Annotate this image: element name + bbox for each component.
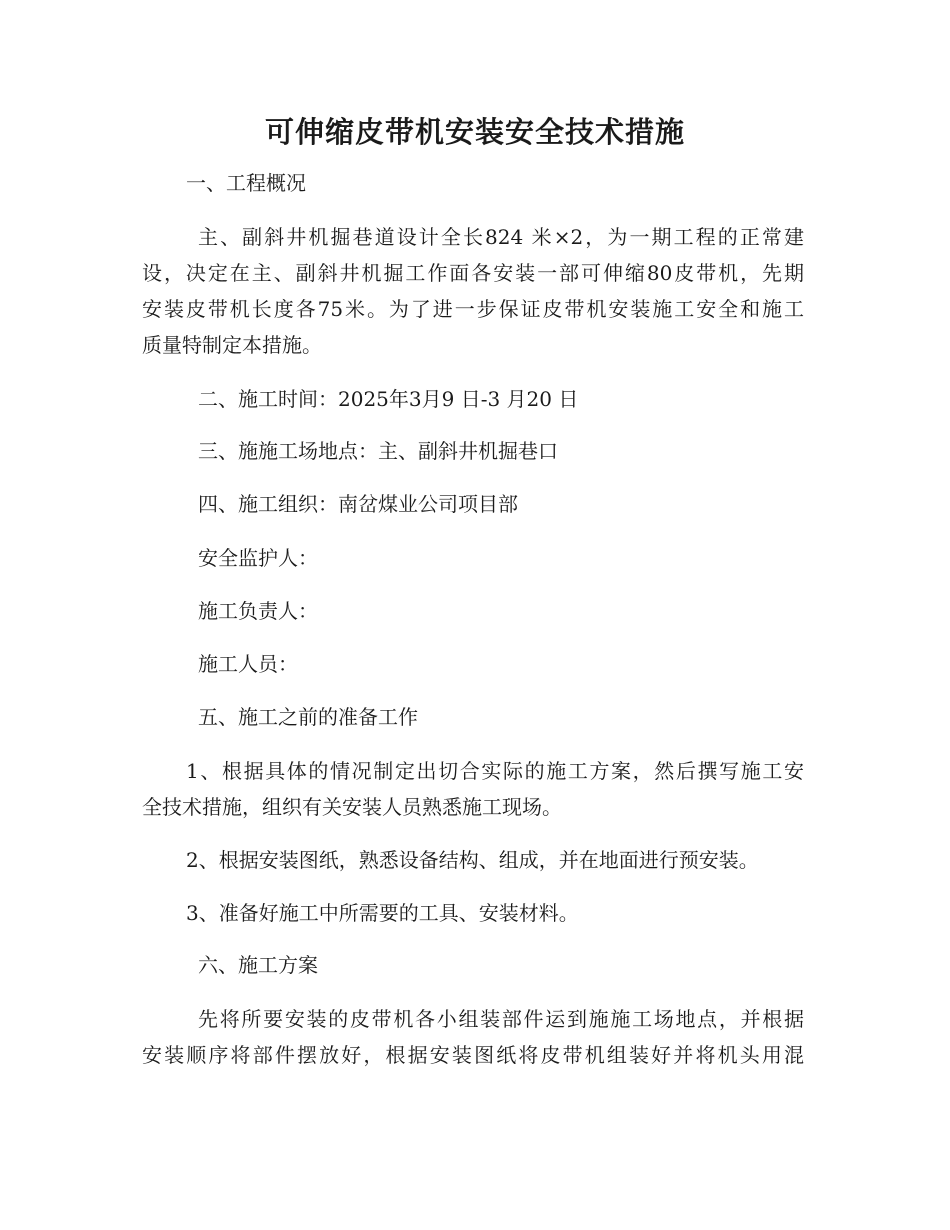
safety-supervisor-label: 安全监护人： <box>198 546 318 570</box>
plan-paragraph-line-2: 安装顺序将部件摆放好，根据安装图纸将皮带机组装好并将机头用混 <box>142 1043 804 1067</box>
overview-paragraph-line-3: 安装皮带机长度各75米。为了进一步保证皮带机安装施工安全和施工 <box>142 297 804 321</box>
preparation-item-1-line-1: 1、根据具体的情况制定出切合实际的施工方案，然后撰写施工安 <box>186 759 804 783</box>
preparation-item-1-line-2: 全技术措施，组织有关安装人员熟悉施工现场。 <box>142 795 562 819</box>
plan-paragraph-line-1: 先将所要安装的皮带机各小组装部件运到施施工场地点，并根据 <box>198 1007 804 1031</box>
section-heading-overview: 一、工程概况 <box>186 171 306 195</box>
overview-paragraph-line-2: 设，决定在主、副斜井机掘工作面各安装一部可伸缩80皮带机，先期 <box>142 261 804 285</box>
document-title: 可伸缩皮带机安装安全技术措施 <box>264 115 685 149</box>
section-heading-plan: 六、施工方案 <box>198 953 318 977</box>
preparation-item-3: 3、准备好施工中所需要的工具、安装材料。 <box>186 901 579 925</box>
construction-leader-label: 施工负责人： <box>198 599 318 623</box>
overview-paragraph-line-4: 质量特制定本措施。 <box>142 333 322 357</box>
construction-organization: 四、施工组织：南岔煤业公司项目部 <box>198 492 518 516</box>
construction-site: 三、施施工场地点：主、副斜井机掘巷口 <box>198 439 558 463</box>
section-heading-preparation: 五、施工之前的准备工作 <box>198 705 418 729</box>
overview-paragraph-line-1: 主、副斜井机掘巷道设计全长824 米×2，为一期工程的正常建 <box>198 225 804 249</box>
construction-staff-label: 施工人员： <box>198 652 298 676</box>
preparation-item-2: 2、根据安装图纸，熟悉设备结构、组成，并在地面进行预安装。 <box>186 848 759 872</box>
construction-time: 二、施工时间：2025年3月9 日-3 月20 日 <box>198 387 579 411</box>
